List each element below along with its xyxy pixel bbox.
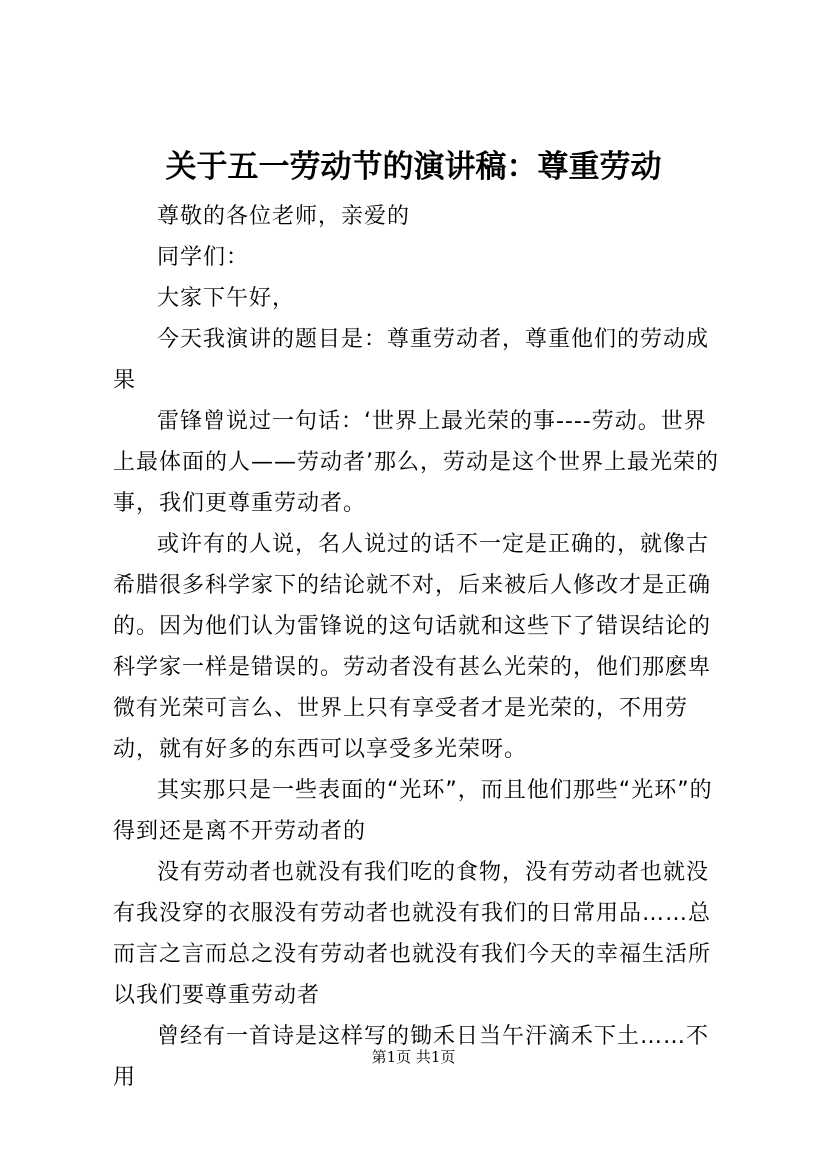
paragraph-leifeng-quote: 雷锋曾说过一句话：‘世界上最光荣的事----劳动。世界上最体面的人——劳动者’那么，劳动是这个世界上最光荣的事，我们更尊重劳动者。: [113, 409, 719, 516]
page-footer: 第1页 共1页: [371, 1048, 456, 1066]
paragraph-counterargument: 或许有的人说，名人说过的话不一定是正确的，就像古希腊很多科学家下的结论就不对，后来被后人修改才是正确的。因为他们认为雷锋说的这句话就和这些下了错误结论的科学家一样是错误的。劳动者没有甚么光荣的，他们那麽卑微有光荣可言么、世界上只有享受者才是光荣的，不用劳动，就有好多的东西可以享受多光荣呀。: [113, 532, 712, 762]
paragraph-salutation: 尊敬的各位老师，亲爱的: [157, 204, 411, 229]
paragraph-topic: 今天我演讲的题目是：尊重劳动者，尊重他们的劳动成果: [113, 327, 710, 393]
paragraph-poem: 曾经有一首诗是这样写的锄禾日当午汗滴禾下土……不用: [113, 1024, 710, 1090]
paragraph-halo: 其实那只是一些表面的“光环”，而且他们那些“光环”的得到还是离不开劳动者的: [113, 778, 713, 844]
document-title: 关于五一劳动节的演讲稿：尊重劳动: [165, 149, 662, 185]
paragraph-greeting: 大家下午好，: [157, 286, 296, 311]
paragraph-salutation-cont: 同学们：: [157, 245, 250, 270]
document-body: [113, 196, 723, 1098]
paragraph-without-workers: 没有劳动者也就没有我们吃的食物，没有劳动者也就没有我没穿的衣服没有劳动者也就没有我们的日常用品……总而言之言而总之没有劳动者也就没有我们今天的幸福生活所以我们要尊重劳动者: [113, 860, 712, 1008]
